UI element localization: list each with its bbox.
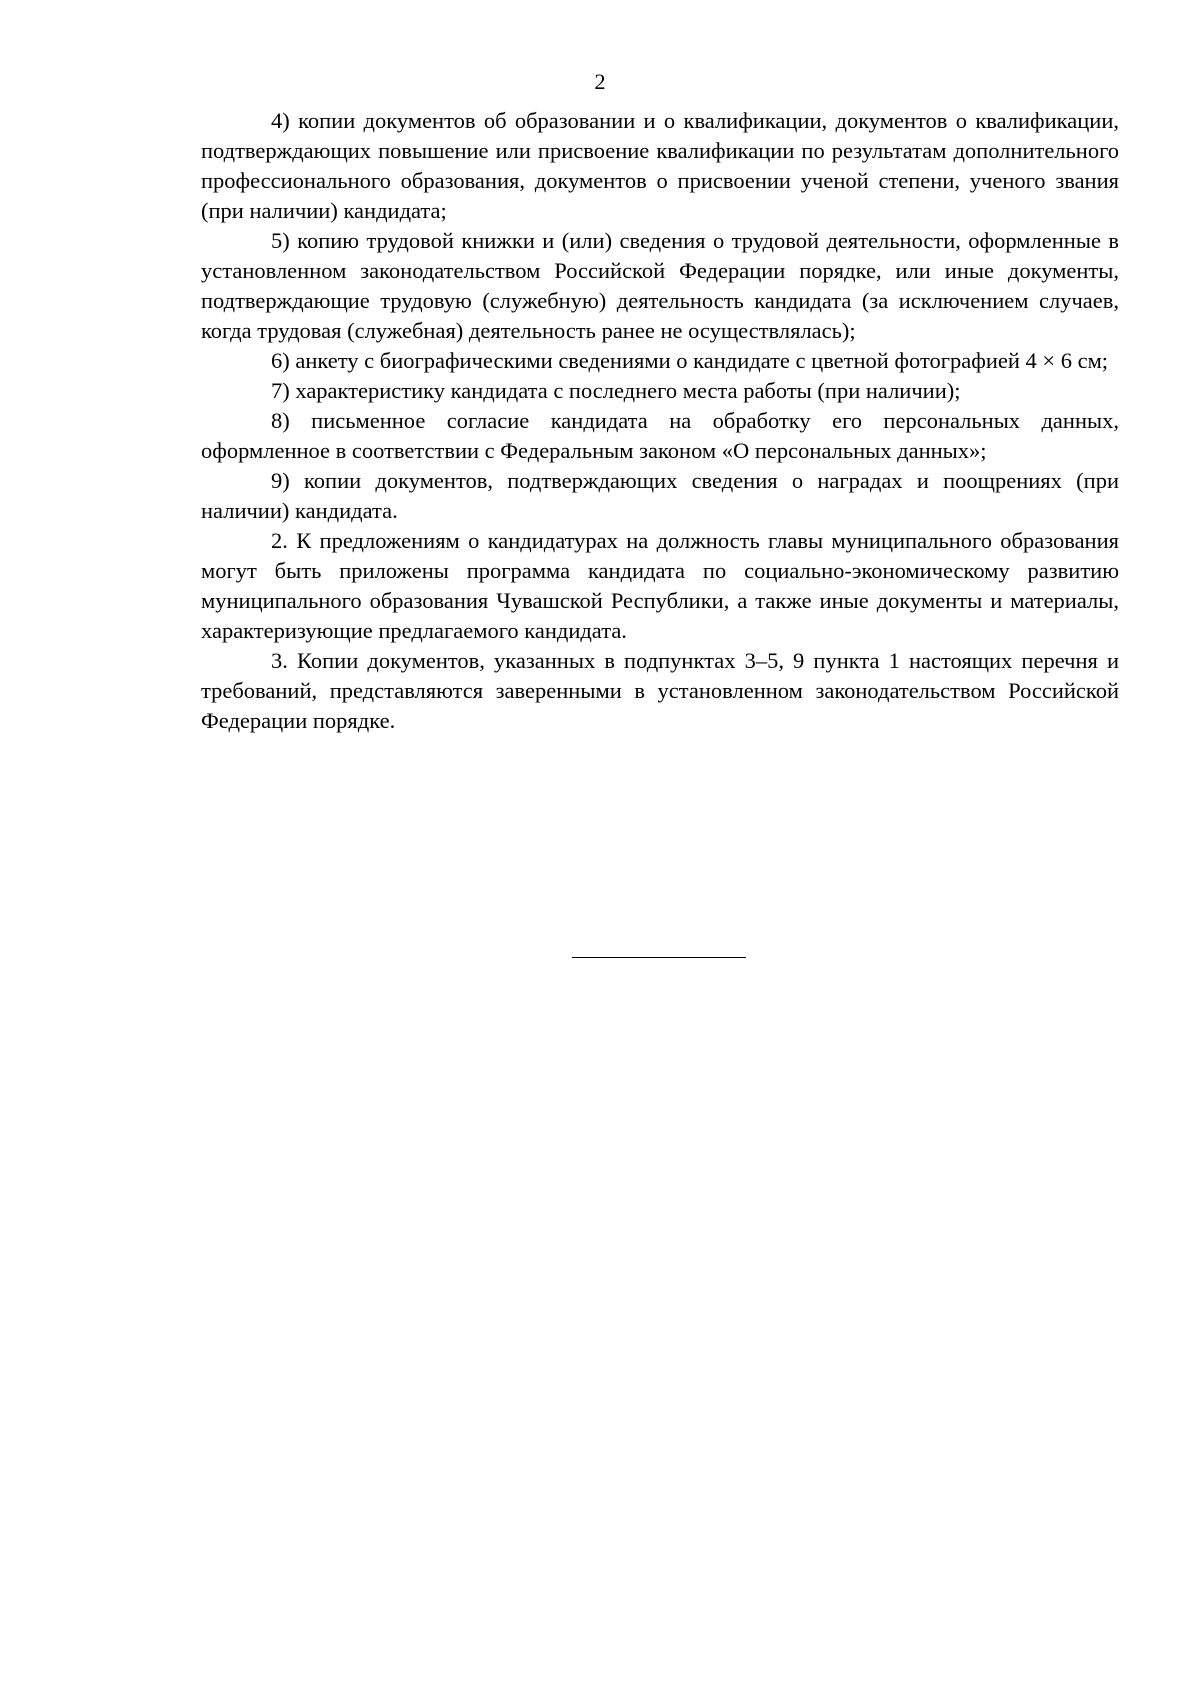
end-separator-line [572, 957, 746, 958]
item-9-awards: 9) копии документов, подтверждающих сведения о наградах и поощрениях (при наличии) кандидата. [201, 468, 1119, 523]
item-8-data-consent: 8) письменное согласие кандидата на обработку его персональных данных, оформленное в соответствии с Федеральным законом «О персональных данных»; [201, 408, 1119, 463]
item-6-questionnaire: 6) анкету с биографическими сведениями о кандидате с цветной фотографией 4 × 6 см; [271, 348, 1109, 373]
item-5-employment-record: 5) копию трудовой книжки и (или) сведения о трудовой деятельности, оформленные в установленном законодательством Российской Федерации порядке, или иные документы, подтверждающие трудовую (служебную) деятельность кандидата (за исключением случаев, когда трудовая (служебная) деятельность ранее не осуществлялась); [201, 228, 1119, 343]
item-4-education-documents: 4) копии документов об образовании и о квалификации, документов о квалификации, подтверждающих повышение или присвоение квалификации по результатам дополнительного профессионального образования, документов о присвоении ученой степени, ученого звания (при наличии) кандидата; [201, 108, 1119, 223]
item-7-reference: 7) характеристику кандидата с последнего места работы (при наличии); [271, 378, 961, 403]
page-number: 2 [594, 69, 606, 94]
document-body [201, 106, 1119, 736]
clause-2-candidate-program: 2. К предложениям о кандидатурах на должность главы муниципального образования могут быть приложены программа кандидата по социально-экономическому развитию муниципального образования Чувашской Республики, а также иные документы и материалы, характеризующие предлагаемого кандидата. [201, 528, 1119, 643]
clause-3-certified-copies: 3. Копии документов, указанных в подпунктах 3–5, 9 пункта 1 настоящих перечня и требований, представляются заверенными в установленном законодательством Российской Федерации порядке. [201, 648, 1119, 733]
